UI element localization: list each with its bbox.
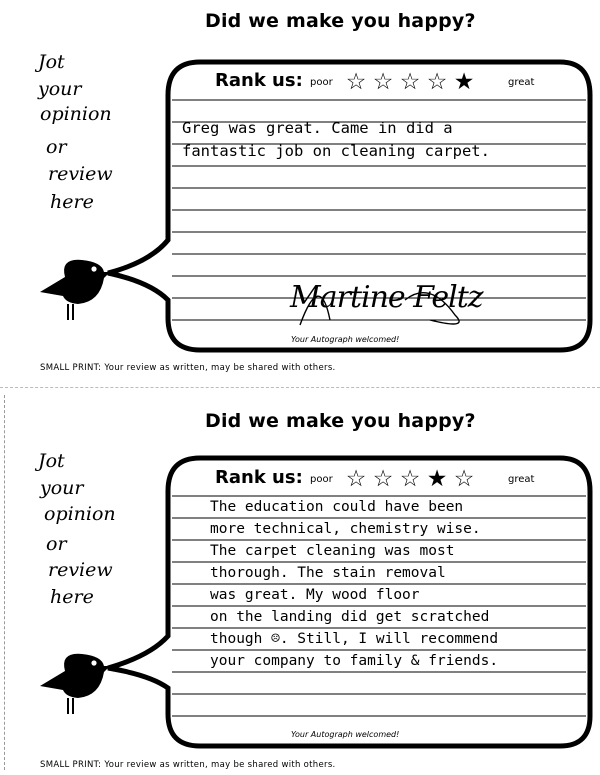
autograph-label: Your Autograph welcomed! <box>291 335 400 344</box>
side-text-your: your <box>40 477 84 499</box>
side-text-jot: Jot <box>38 450 65 472</box>
card-title: Did we make you happy? <box>205 10 476 32</box>
rank-label: Rank us: <box>215 70 303 91</box>
bird-icon <box>40 654 110 714</box>
review-line: your company to family & friends. <box>210 653 499 669</box>
side-text-jot: Jot <box>38 51 65 73</box>
side-text-your: your <box>38 78 82 100</box>
star-icon[interactable]: ☆ <box>345 69 367 95</box>
review-text <box>182 117 577 163</box>
card-title: Did we make you happy? <box>205 410 476 432</box>
review-line: fantastic job on cleaning carpet. <box>182 142 490 160</box>
star-icon[interactable]: ☆ <box>372 466 394 492</box>
poor-label: poor <box>310 77 333 88</box>
star-rating[interactable] <box>344 70 476 94</box>
star-rating[interactable] <box>344 467 476 491</box>
review-line: was great. My wood floor <box>210 587 420 603</box>
review-line: on the landing did get scratched <box>210 609 490 625</box>
poor-label: poor <box>310 474 333 485</box>
review-line: The education could have been <box>210 499 464 515</box>
star-icon[interactable]: ☆ <box>372 69 394 95</box>
great-label: great <box>508 77 535 88</box>
side-text-here: here <box>50 586 94 608</box>
side-text-review: review <box>48 559 113 581</box>
star-icon[interactable]: ★ <box>453 69 475 95</box>
side-text-review: review <box>48 163 113 185</box>
bird-icon <box>40 260 110 320</box>
small-print: SMALL PRINT: Your review as written, may be shared with others. <box>40 363 336 373</box>
star-icon[interactable]: ☆ <box>453 466 475 492</box>
review-text <box>210 496 585 672</box>
star-icon[interactable]: ★ <box>426 466 448 492</box>
autograph-label: Your Autograph welcomed! <box>291 730 400 739</box>
review-line: thorough. The stain removal <box>210 565 446 581</box>
star-icon[interactable]: ☆ <box>399 466 421 492</box>
review-line: Greg was great. Came in did a <box>182 119 453 137</box>
side-text-or: or <box>46 533 67 555</box>
side-text-opinion: opinion <box>44 503 116 525</box>
star-icon[interactable]: ☆ <box>345 466 367 492</box>
side-text-opinion: opinion <box>40 103 112 125</box>
side-text-or: or <box>46 136 67 158</box>
rank-label: Rank us: <box>215 467 303 488</box>
review-line: though ☹. Still, I will recommend <box>210 631 499 647</box>
small-print: SMALL PRINT: Your review as written, may be shared with others. <box>40 760 336 770</box>
great-label: great <box>508 474 535 485</box>
review-line: more technical, chemistry wise. <box>210 521 481 537</box>
star-icon[interactable]: ☆ <box>426 69 448 95</box>
feedback-card-2 <box>0 388 600 775</box>
side-text-here: here <box>50 191 94 213</box>
review-line: The carpet cleaning was most <box>210 543 455 559</box>
signature: Martine Feltz <box>290 280 483 315</box>
star-icon[interactable]: ☆ <box>399 69 421 95</box>
